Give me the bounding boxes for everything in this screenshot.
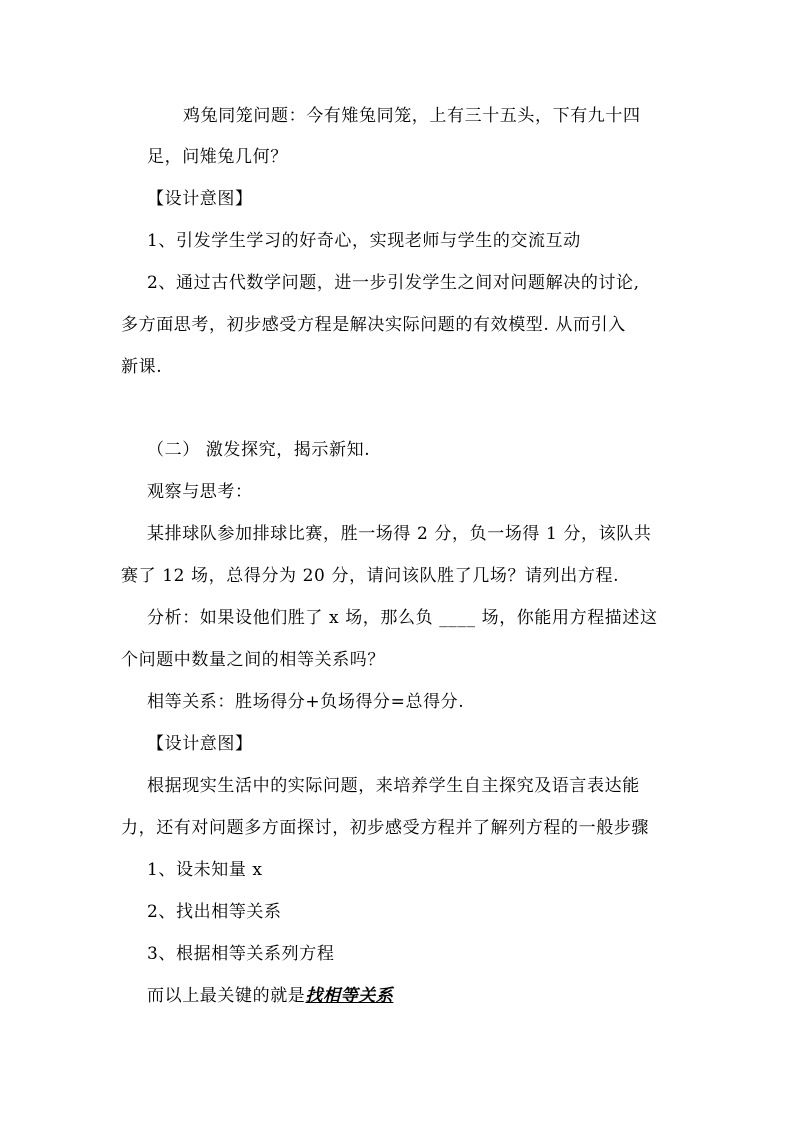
analysis-line-1: 分析：如果设他们胜了 x 场，那么负 ____ 场，你能用方程描述这 [147,608,658,628]
observe-label: 观察与思考： [147,482,253,502]
design-intent-heading-1: 【设计意图】 [147,189,253,209]
conclusion-line [147,984,393,1008]
design-intent-para-line-2: 力，还有对问题多方面探讨，初步感受方程并了解列方程的一般步骤 [121,818,649,838]
step-1: 1、设未知量 x [147,860,263,880]
intro-line-2: 足，问雉兔几何？ [147,147,288,167]
conclusion-key-phrase: 找相等关系 [305,986,394,1006]
design-intent-item-2-line-3: 新课. [121,357,163,377]
step-3: 3、根据相等关系列方程 [147,944,335,964]
design-intent-heading-2: 【设计意图】 [147,734,253,754]
design-intent-item-2-line-2: 多方面思考，初步感受方程是解决实际问题的有效模型. 从而引入 [121,315,626,335]
problem-line-2: 赛了 12 场，总得分为 20 分，请问该队胜了几场？请列出方程. [121,566,620,586]
problem-line-1: 某排球队参加排球比赛，胜一场得 2 分，负一场得 1 分，该队共 [147,524,652,544]
conclusion-prefix: 而以上最关键的就是 [147,986,306,1006]
design-intent-item-1: 1、引发学生学习的好奇心，实现老师与学生的交流互动 [147,231,581,251]
section-2-title: （二） 激发探究，揭示新知. [147,440,371,460]
analysis-line-2: 个问题中数量之间的相等关系吗？ [121,650,385,670]
relation-line: 相等关系：胜场得分+负场得分=总得分. [147,692,465,712]
design-intent-para-line-1: 根据现实生活中的实际问题，来培养学生自主探究及语言表达能 [147,776,640,796]
intro-line-1: 鸡兔同笼问题：今有雉兔同笼，上有三十五头，下有九十四 [183,106,641,126]
design-intent-item-2-line-1: 2、通过古代数学问题，进一步引发学生之间对问题解决的讨论, [147,273,640,293]
step-2: 2、找出相等关系 [147,902,282,922]
